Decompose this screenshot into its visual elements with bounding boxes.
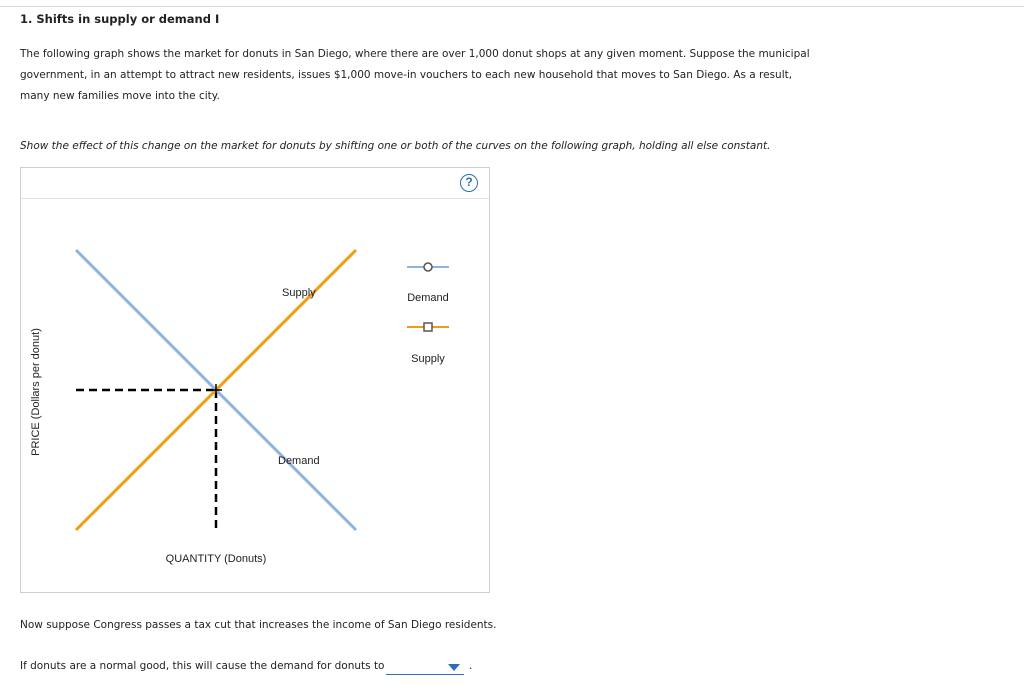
followup-text: Now suppose Congress passes a tax cut that increases the income of San Diego residents. — [20, 619, 497, 631]
supply-curve-label: Supply — [282, 287, 316, 299]
question-intro: The following graph shows the market for donuts in San Diego, where there are over 1,000 donut shops at any given moment. Suppose the municipal government, in an attempt to attract new residents, issues $1,000 move-in vouchers to each new household that moves to San Diego. As a result, many new families move into the city. — [20, 48, 810, 102]
demand-curve-label: Demand — [278, 455, 320, 467]
demand-legend-tool[interactable] — [407, 263, 449, 304]
demand-change-dropdown[interactable] — [386, 658, 464, 675]
y-axis-label: PRICE (Dollars per donut) — [30, 328, 42, 456]
graph-panel — [20, 167, 490, 593]
x-axis-label: QUANTITY (Donuts) — [165, 553, 267, 565]
dropdown-arrow-icon — [448, 664, 460, 671]
top-divider — [0, 6, 1024, 7]
circle-marker-icon — [424, 263, 432, 271]
fill-prompt: If donuts are a normal good, this will cause the demand for donuts to — [20, 660, 385, 672]
fill-suffix: . — [469, 660, 473, 672]
help-icon[interactable]: ? — [460, 174, 478, 192]
supply-legend-tool[interactable] — [407, 323, 449, 365]
question-title: 1. Shifts in supply or demand I — [20, 12, 220, 26]
market-graph — [21, 168, 491, 594]
graph-instruction: Show the effect of this change on the market for donuts by shifting one or both of the curves on the following graph, holding all else constant. — [20, 140, 771, 152]
demand-legend-label: Demand — [407, 292, 449, 304]
square-marker-icon — [424, 323, 432, 331]
supply-legend-label: Supply — [411, 353, 445, 365]
